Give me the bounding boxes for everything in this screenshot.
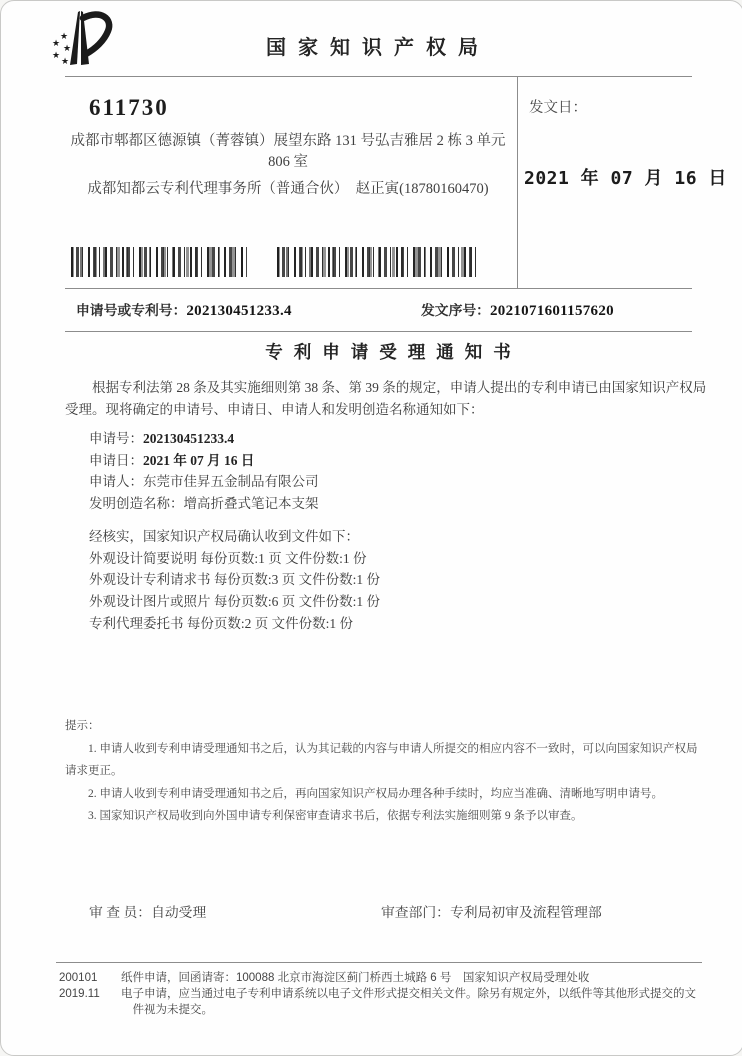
barcode-right (277, 247, 477, 277)
date-box-divider (517, 76, 518, 288)
received-doc-item: 专利代理委托书 每份页数:2 页 文件份数:1 份 (89, 615, 354, 631)
application-number-value: 202130451233.4 (186, 303, 292, 319)
application-number (76, 299, 292, 320)
header-divider (65, 76, 692, 77)
footer-form-revision: 2019.11 (59, 988, 100, 1000)
footer-instructions (121, 970, 707, 1018)
field-invention-title: 发明创造名称：增高折叠式笔记本支架 (89, 496, 319, 512)
examiner-value: 自动受理 (151, 905, 207, 920)
examiner-label: 审 查 员： (89, 905, 152, 920)
footer (59, 970, 707, 1018)
postal-code: 611730 (89, 95, 169, 120)
notice-body (65, 339, 711, 634)
department-value: 专利局初审及流程管理部 (449, 905, 602, 920)
recipient-address-line2: 806 室 (268, 154, 308, 170)
footer-electronic-filing-line: 电子申请，应当通过电子专利申请系统以电子文件形式提交相关文件。除另有规定外，以纸件等其他形式提交的文件视为未提交。 (121, 988, 696, 1016)
notice-title: 专利申请受理通知书 (265, 342, 522, 362)
received-documents (65, 526, 711, 635)
barcode-left (71, 247, 247, 277)
field-filing-date: 申请日：2021 年 07 月 16 日 (89, 452, 255, 468)
svg-text:★: ★ (63, 43, 72, 53)
application-fields (65, 428, 711, 515)
recipient-block (65, 87, 511, 200)
svg-text:★: ★ (61, 56, 70, 66)
footer-divider (56, 962, 702, 963)
svg-text:★: ★ (52, 50, 61, 60)
examiner (89, 901, 206, 921)
received-doc-item: 外观设计简要说明 每份页数:1 页 文件份数:1 份 (89, 550, 367, 566)
divider-above-ref-row (65, 288, 692, 289)
received-doc-item: 外观设计图片或照片 每份页数:6 页 文件份数:1 份 (89, 593, 381, 609)
serial-number-label: 发文序号： (421, 303, 490, 318)
footer-form-code: 200101 (59, 972, 98, 984)
issue-date-label: 发文日： (529, 100, 587, 116)
serial-number (421, 299, 614, 320)
notes-label: 提示： (65, 720, 100, 732)
footer-form-codes (59, 970, 105, 1018)
svg-text:★: ★ (52, 38, 61, 48)
svg-text:★: ★ (60, 31, 69, 41)
serial-number-value: 2021071601157620 (489, 303, 614, 319)
footer-paper-filing-line: 纸件申请，回函请寄：100088 北京市海淀区蓟门桥西土城路 6 号 国家知识产权局受理处收 (121, 972, 590, 984)
received-intro: 经核实，国家知识产权局确认收到文件如下： (89, 528, 359, 544)
agency-line: 成都知都云专利代理事务所（普通合伙） 赵正寅(18780160470) (87, 181, 489, 197)
recipient-address-line1: 成都市郫都区德源镇（菁蓉镇）展望东路 131 号弘吉雅居 2 栋 3 单元 (70, 133, 506, 149)
field-application-number: 申请号：202130451233.4 (89, 431, 235, 446)
note-item-1: 1. 申请人收到专利申请受理通知书之后，认为其记载的内容与申请人所提交的相应内容不一致时，可以向国家知识产权局请求更正。 (65, 742, 698, 777)
divider-below-ref-row (65, 331, 692, 332)
examining-department (381, 901, 602, 921)
issue-date-value: 2021 年 07 月 16 日 (524, 168, 727, 189)
org-title: 国家知识产权局 (266, 37, 490, 59)
notice-intro-paragraph: 根据专利法第 28 条及其实施细则第 38 条、第 39 条的规定，申请人提出的专利申请已由国家知识产权局受理。现将确定的申请号、申请日、申请人和发明创造名称通知如下： (65, 380, 707, 417)
field-applicant: 申请人：东莞市佳昇五金制品有限公司 (89, 474, 319, 490)
note-item-2: 2. 申请人收到专利申请受理通知书之后，再向国家知识产权局办理各种手续时，均应当准确、清晰地写明申请号。 (88, 787, 663, 800)
application-number-label: 申请号或专利号： (76, 303, 187, 318)
note-item-3: 3. 国家知识产权局收到向外国申请专利保密审查请求书后，依据专利法实施细则第 9 条予以审查。 (88, 810, 583, 822)
department-label: 审查部门： (381, 905, 450, 920)
notes-section (65, 715, 705, 828)
received-doc-item: 外观设计专利请求书 每份页数:3 页 文件份数:1 份 (89, 572, 381, 588)
